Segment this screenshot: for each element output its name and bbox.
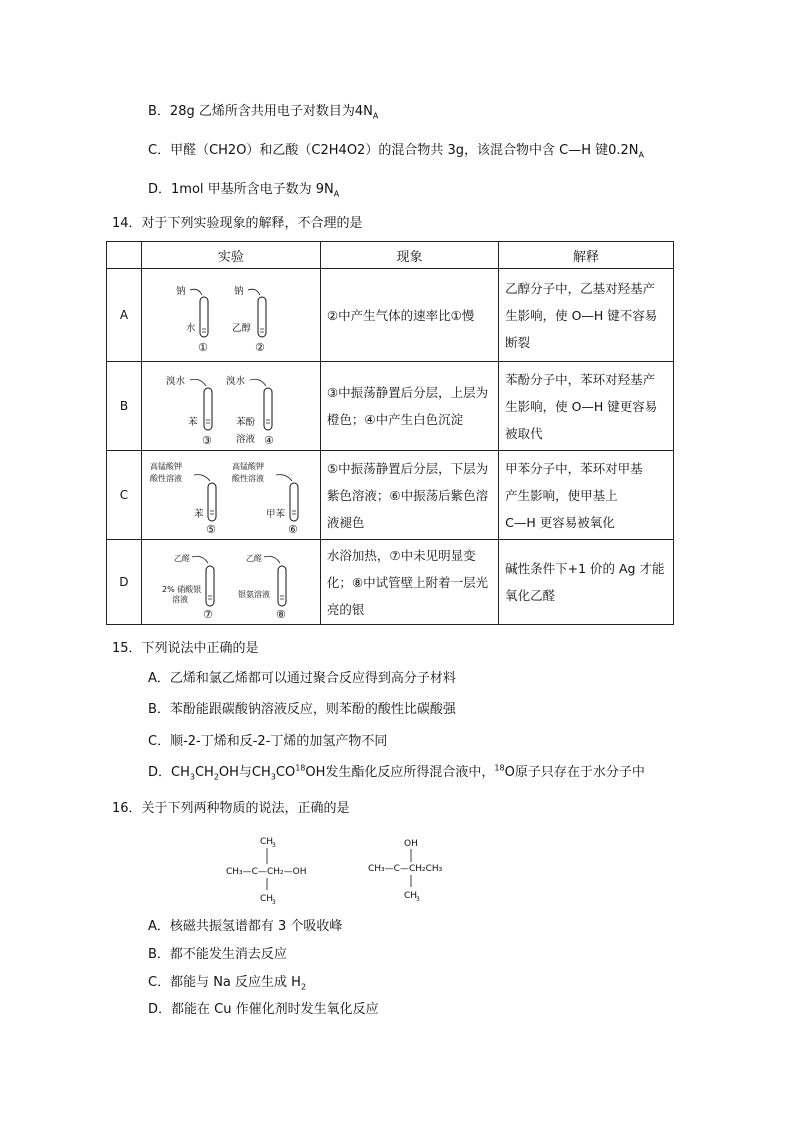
liquid-label: 苯酚	[235, 417, 255, 428]
q16-option-a: A．核磁共振氢谱都有 3 个吸收峰	[148, 919, 343, 934]
tube-number: ⑦	[202, 608, 213, 621]
reagent-label: 乙醛	[245, 554, 262, 563]
header-experiment: 实验	[141, 242, 320, 269]
tube-number: ⑧	[275, 608, 286, 621]
q13-option-d: D．1mol 甲基所含电子数为 $9N_A$	[148, 182, 340, 199]
bottom-methyl: CH	[260, 894, 274, 904]
structure-1	[226, 837, 306, 906]
table-row	[107, 451, 674, 540]
row-label: D	[107, 540, 142, 625]
hydroxyl: OH	[404, 839, 418, 849]
svg-text:3: 3	[272, 842, 276, 849]
row-label: B	[107, 362, 142, 451]
experiment-cell	[141, 362, 320, 451]
arrow-icon	[248, 289, 260, 295]
phenomenon-cell: ⑤中振荡静置后分层，下层为紫色溶液；⑥中振荡后紫色溶液褪色	[320, 451, 498, 540]
arrow-icon	[194, 475, 210, 481]
q15-option-d: D．$CH_3CH_2OH$与$CH_3CO^{18}OH$发生酯化反应所得混合液中，$^{18}$O原子只存在于水分子中	[148, 763, 645, 782]
experiment-table	[106, 241, 674, 625]
table-row	[107, 269, 674, 362]
arrow-icon	[264, 556, 280, 563]
experiment-cell	[141, 540, 320, 625]
explanation-cell: 甲苯分子中，苯环对甲基 产生影响，使甲基上 C—H 更容易被氧化	[499, 451, 674, 540]
structural-formulas	[222, 833, 482, 907]
table-row	[107, 540, 674, 625]
test-tube-diagram	[142, 269, 320, 361]
explanation-cell: 苯酚分子中，苯环对羟基产生影响，使 O—H 键更容易被取代	[499, 362, 674, 451]
liquid-label-2: 溶液	[235, 434, 255, 445]
test-tube-icon	[290, 483, 298, 521]
test-tube-icon	[264, 388, 272, 430]
arrow-icon	[190, 289, 202, 295]
q15-title: 15．下列说法中正确的是	[112, 641, 259, 656]
tube-number: ③	[201, 434, 212, 447]
experiment-cell	[141, 269, 320, 362]
liquid-label: 苯	[187, 417, 198, 428]
row-label: C	[107, 451, 142, 540]
tube-number: ⑤	[205, 523, 216, 536]
header-explanation: 解释	[499, 242, 674, 269]
structure-2	[368, 839, 443, 903]
top-methyl: CH	[260, 837, 274, 847]
test-tube-diagram	[142, 540, 320, 624]
row-label: A	[107, 269, 142, 362]
q15-option-a: A．乙烯和氯乙烯都可以通过聚合反应得到高分子材料	[148, 671, 456, 686]
test-tube-icon	[200, 297, 208, 337]
liquid-label: 2% 硝酸银	[161, 585, 202, 594]
reagent-label-2: 酸性溶液	[231, 474, 264, 483]
header-phenomenon: 现象	[320, 242, 498, 269]
arrow-icon	[250, 379, 266, 386]
table-row	[107, 362, 674, 451]
q15-option-c: C．顺-2-丁烯和反-2-丁烯的加氢产物不同	[148, 734, 388, 749]
q16-option-b: B．都不能发生消去反应	[148, 947, 287, 962]
q13-option-b: B．28g 乙烯所含共用电子对数目为$4N_A$	[148, 104, 379, 121]
liquid-label: 甲苯	[265, 509, 285, 520]
test-tube-icon	[278, 566, 286, 606]
q16-option-c: C．都能与 Na 反应生成 $H_2$	[148, 975, 307, 992]
reagent-label: 溴水	[165, 376, 185, 387]
liquid-label: 银氨溶液	[237, 590, 270, 599]
test-tube-icon	[204, 388, 212, 430]
test-tube-diagram	[142, 362, 320, 450]
reagent-label: 钠	[233, 286, 244, 297]
reagent-label-2: 酸性溶液	[149, 474, 182, 483]
arrow-icon	[276, 475, 292, 481]
explanation-cell: 乙醇分子中，乙基对羟基产生影响，使 O—H 键不容易断裂	[499, 269, 674, 362]
table-header-row	[107, 242, 674, 269]
explanation-cell: 碱性条件下+1 价的 Ag 才能氧化乙醛	[499, 540, 674, 625]
tube-number: ④	[263, 434, 274, 447]
test-tube-icon	[258, 297, 266, 337]
tube-number: ⑥	[287, 523, 298, 536]
main-chain: CH₃—C—CH₂CH₃	[368, 864, 443, 874]
main-chain: CH₃—C—CH₂—OH	[226, 867, 307, 877]
header-blank	[107, 242, 142, 269]
liquid-label: 水	[185, 323, 196, 334]
phenomenon-cell: ②中产生气体的速率比①慢	[320, 269, 498, 362]
test-tube-diagram	[142, 451, 320, 539]
phenomenon-cell: 水浴加热，⑦中未见明显变化；⑧中试管壁上附着一层光亮的银	[320, 540, 498, 625]
bottom-methyl: CH	[404, 891, 418, 901]
arrow-icon	[192, 556, 208, 563]
reagent-label: 乙醛	[173, 554, 190, 563]
liquid-label-2: 溶液	[171, 595, 188, 604]
reagent-label: 溴水	[225, 376, 245, 387]
reagent-label: 高锰酸钾	[149, 462, 182, 471]
tube-number: ①	[197, 341, 208, 354]
arrow-icon	[190, 379, 206, 386]
q16-option-d: D．都能在 Cu 作催化剂时发生氧化反应	[148, 1002, 379, 1017]
test-tube-icon	[208, 483, 216, 521]
liquid-label: 苯	[193, 509, 204, 520]
q15-option-b: B．苯酚能跟碳酸钠溶液反应，则苯酚的酸性比碳酸强	[148, 702, 456, 717]
liquid-label: 乙醇	[231, 323, 251, 334]
reagent-label: 高锰酸钾	[231, 462, 264, 471]
reagent-label: 钠	[175, 286, 186, 297]
svg-text:3: 3	[416, 896, 420, 903]
q13-option-c: C．甲醛（CH2O）和乙酸（C2H4O2）的混合物共 3g，该混合物中含 C—H 键$0.2N_A$	[148, 143, 644, 160]
test-tube-icon	[206, 566, 214, 606]
q16-title: 16．关于下列两种物质的说法，正确的是	[112, 801, 350, 816]
phenomenon-cell: ③中振荡静置后分层，上层为橙色；④中产生白色沉淀	[320, 362, 498, 451]
tube-number: ②	[254, 341, 265, 354]
svg-text:3: 3	[272, 899, 276, 906]
experiment-cell	[141, 451, 320, 540]
q14-title: 14．对于下列实验现象的解释，不合理的是	[112, 216, 363, 231]
